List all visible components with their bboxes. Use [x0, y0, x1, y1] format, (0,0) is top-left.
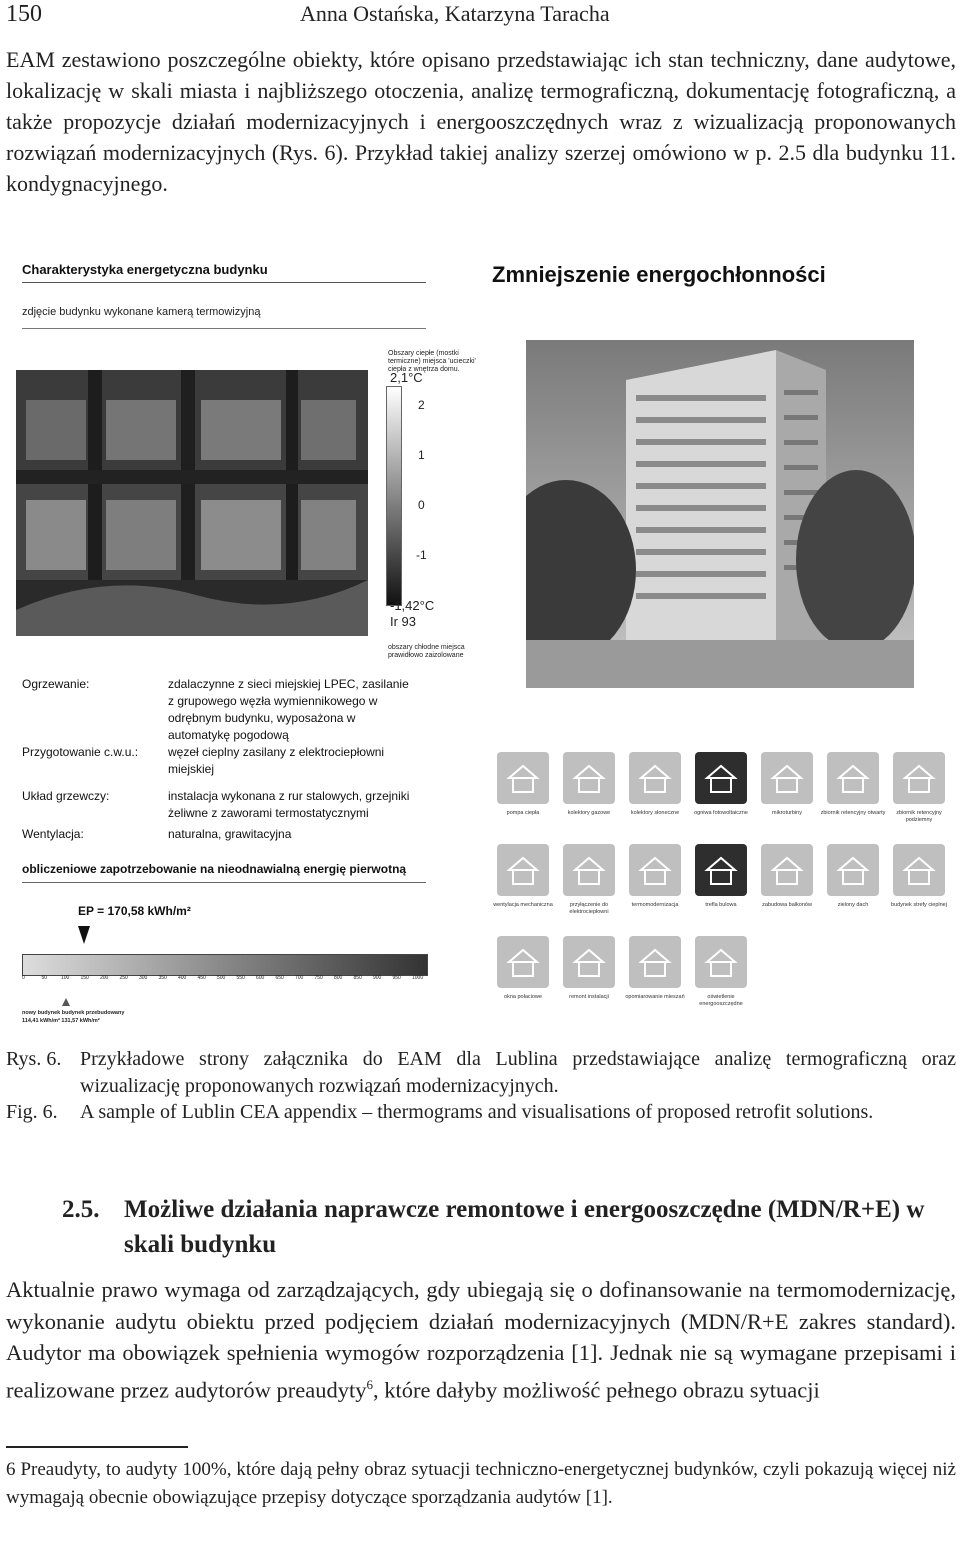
- running-head: Anna Ostańska, Katarzyna Taracha: [300, 1, 610, 26]
- info-label: Przygotowanie c.w.u.:: [22, 745, 139, 759]
- energy-scale-tick: 100: [61, 975, 70, 981]
- energy-scale-tick: 700: [295, 975, 304, 981]
- caption-pl: [6, 1046, 956, 1102]
- info-hot-water: [22, 744, 426, 778]
- energy-scale-tick: 250: [119, 975, 128, 981]
- scale-max: 2,1°C: [390, 370, 423, 385]
- retrofit-icon: [827, 752, 879, 804]
- info-ventilation: [22, 826, 426, 844]
- temperature-scale: [386, 386, 402, 606]
- energy-scale-tick: 950: [392, 975, 401, 981]
- info-heating-system: [22, 788, 426, 822]
- energy-scale-tick: 550: [236, 975, 245, 981]
- body-text: Aktualnie prawo wymaga od zarządzających, gdy ubiegają się o dofinansowanie na termomodernizację, wykonanie audytu obiektu przed podjęciem działań modernizacyjnych (MDN/R+E zakres standard). Audytor ma obowiązek spełnienia wymogów rozporządzenia [1]. Jednak nie są wymagane przepisami i realizowane przez audytorów preaudyty: [6, 1277, 956, 1402]
- caption-text: A sample of Lublin CEA appendix – thermograms and visualisations of proposed retrofit solutions.: [80, 1101, 874, 1123]
- building-visualisation-image: [526, 340, 914, 688]
- info-value: naturalna, grawitacyjna: [168, 827, 292, 841]
- energy-scale-bar: [22, 954, 426, 994]
- energy-scale-tick: 500: [217, 975, 226, 981]
- retrofit-icon-label: budynek strefy cieplnej: [891, 902, 947, 908]
- divider: [22, 882, 426, 883]
- energy-scale-ticks: [22, 975, 426, 983]
- retrofit-icon: [827, 844, 879, 896]
- figure-6: [14, 258, 948, 1034]
- footnote-ref: 6: [366, 1376, 373, 1392]
- energy-scale-tick: 150: [80, 975, 89, 981]
- figure-right-title: Zmniejszenie energochłonności: [492, 262, 826, 287]
- caption-key: Rys. 6.: [6, 1048, 62, 1070]
- retrofit-icon-label: zielony dach: [837, 902, 869, 908]
- info-heating: [22, 676, 426, 746]
- info-value: zdalaczynne z sieci miejskiej LPEC, zasilanie z grupowego węzła wymiennikowego w odrębnym budynku, wyposażona w automatykę pogodową: [168, 677, 409, 742]
- retrofit-icon: [761, 752, 813, 804]
- retrofit-icon: [761, 844, 813, 896]
- retrofit-icon-label: pompa ciepła: [506, 810, 540, 816]
- bar-note: nowy budynek budynek przebudowany: [22, 1010, 125, 1016]
- retrofit-icon: [629, 844, 681, 896]
- demand-label: obliczeniowe zapotrzebowanie na nieodnawialną energię pierwotną: [22, 862, 407, 876]
- divider: [22, 328, 426, 329]
- retrofit-icon: [695, 844, 747, 896]
- footnote-rule: [6, 1446, 188, 1448]
- retrofit-icon-label: przyłączenie do elektrociepłowni: [569, 902, 609, 915]
- arrow-down-icon: [78, 926, 90, 944]
- footnote: 6 Preaudyty, to audyty 100%, które dają pełny obraz sytuacji techniczno-energetycznej budynków, czyli pokazują więcej niż wymagają obecnie obowiązujące przepisy dotyczące sporządzania audytów [1].: [6, 1459, 956, 1508]
- arrow-up-icon: [62, 998, 70, 1006]
- retrofit-icon-label: zabudowa balkonów: [762, 902, 812, 908]
- retrofit-icon: [497, 936, 549, 988]
- energy-scale-tick: 200: [100, 975, 109, 981]
- energy-scale-tick: 350: [158, 975, 167, 981]
- energy-gradient: [22, 954, 428, 976]
- energy-scale-tick: 800: [334, 975, 343, 981]
- thermogram-image: [16, 370, 368, 636]
- caption-en: [6, 1099, 956, 1155]
- scale-min: -1,42°C: [390, 598, 435, 613]
- scale-tick: 2: [418, 398, 425, 412]
- energy-scale-tick: 750: [314, 975, 323, 981]
- retrofit-icon-label: remont instalacji: [569, 994, 609, 1000]
- energy-scale-tick: 0: [22, 975, 25, 981]
- caption-text: Przykładowe strony załącznika do EAM dla Lublina przedstawiające analizę termograficzną oraz wizualizację proponowanych rozwiązań modernizacyjnych.: [80, 1048, 956, 1097]
- retrofit-icon: [629, 752, 681, 804]
- retrofit-icon: [893, 752, 945, 804]
- retrofit-icon: [497, 844, 549, 896]
- scale-tick: 1: [418, 448, 425, 462]
- retrofit-icon-label: ogniwa fotowoltaiczne: [694, 810, 748, 816]
- retrofit-icon: [497, 752, 549, 804]
- energy-scale-tick: 600: [256, 975, 265, 981]
- retrofit-icon-label: mikroturbiny: [772, 810, 802, 816]
- retrofit-icons-grid: [490, 752, 946, 1022]
- energy-scale-tick: 900: [373, 975, 382, 981]
- info-label: Układ grzewczy:: [22, 789, 110, 803]
- energy-scale-tick: 850: [353, 975, 362, 981]
- section-title: Możliwe działania naprawcze remontowe i energooszczędne (MDN/R+E) w skali budynku: [124, 1196, 925, 1258]
- intro-paragraph: EAM zestawiono poszczególne obiekty, które opisano przedstawiając ich stan techniczny, dane audytowe, lokalizację w skali miasta i najbliższego otoczenia, analizę termograficzną, dokumentację fotograficzną, a także propozycje działań modernizacyjnych i energooszczędnych wraz z wizualizacją proponowanych rozwiązań modernizacyjnych (Rys. 6). Przykład takiej analizy szerzej omówiono w p. 2.5 dla budynku 11. kondygnacyjnego.: [6, 47, 956, 196]
- info-value: węzeł cieplny zasilany z elektrociepłowni miejskiej: [168, 745, 385, 776]
- retrofit-icon-label: zbiornik retencyjny podziemny: [896, 810, 942, 823]
- body-text-tail: , które dałyby możliwość pełnego obrazu sytuacji: [372, 1377, 820, 1402]
- energy-scale-tick: 1000: [412, 975, 424, 981]
- retrofit-icon-label: wentylacja mechaniczna: [493, 902, 553, 908]
- ep-value: EP = 170,58 kWh/m²: [78, 904, 191, 918]
- retrofit-icon-label: opomiarowanie mieszań: [625, 994, 685, 1000]
- retrofit-icon-label: termomodernizacja: [631, 902, 679, 908]
- retrofit-icon: [563, 752, 615, 804]
- retrofit-icon: [563, 936, 615, 988]
- retrofit-icon-label: okna połaciowe: [504, 994, 542, 1000]
- bar-note-values: 114,41 kWh/m² 131,57 kWh/m²: [22, 1018, 100, 1024]
- energy-scale-tick: 50: [41, 975, 48, 981]
- scale-tick: 0: [418, 498, 425, 512]
- thermo-legend-warm: Obszary ciepłe (mostki termiczne) miejsca 'ucieczki' ciepła z wnętrza domu.: [388, 350, 476, 373]
- retrofit-icon: [695, 752, 747, 804]
- retrofit-icon-label: oświetlenie energooszczędne: [699, 994, 743, 1007]
- energy-scale-tick: 650: [275, 975, 284, 981]
- retrofit-icon: [563, 844, 615, 896]
- section-heading: [62, 1192, 956, 1264]
- figure-left-subtitle: zdjęcie budynku wykonane kamerą termowizyjną: [22, 306, 261, 318]
- scale-tick: -1: [416, 548, 427, 562]
- energy-scale-tick: 450: [197, 975, 206, 981]
- body-paragraph: [6, 1274, 956, 1406]
- info-value: instalacja wykonana z rur stalowych, grzejniki żeliwne z zaworami termostatycznymi: [168, 789, 410, 820]
- energy-scale-tick: 300: [139, 975, 148, 981]
- retrofit-icon: [695, 936, 747, 988]
- info-label: Wentylacja:: [22, 827, 84, 841]
- figure-left-title: Charakterystyka energetyczna budynku: [22, 262, 268, 277]
- info-label: Ogrzewanie:: [22, 677, 90, 691]
- page-number: 150: [6, 1, 42, 27]
- retrofit-icon-label: trefla bulowa: [705, 902, 737, 908]
- energy-scale-tick: 400: [178, 975, 187, 981]
- scale-ir: Ir 93: [390, 614, 417, 629]
- retrofit-icon: [629, 936, 681, 988]
- retrofit-icon: [893, 844, 945, 896]
- retrofit-icon-label: zbiornik retencyjny otwarty: [820, 810, 886, 816]
- divider: [22, 282, 426, 283]
- retrofit-icon-label: kolektory gazowe: [567, 810, 611, 816]
- caption-key: Fig. 6.: [6, 1101, 58, 1123]
- thermo-legend-cold: obszary chłodne miejsca prawidłowo zaizolowane: [388, 644, 465, 659]
- section-number: 2.5.: [62, 1196, 100, 1223]
- retrofit-icon-label: kolektory słoneczne: [630, 810, 680, 816]
